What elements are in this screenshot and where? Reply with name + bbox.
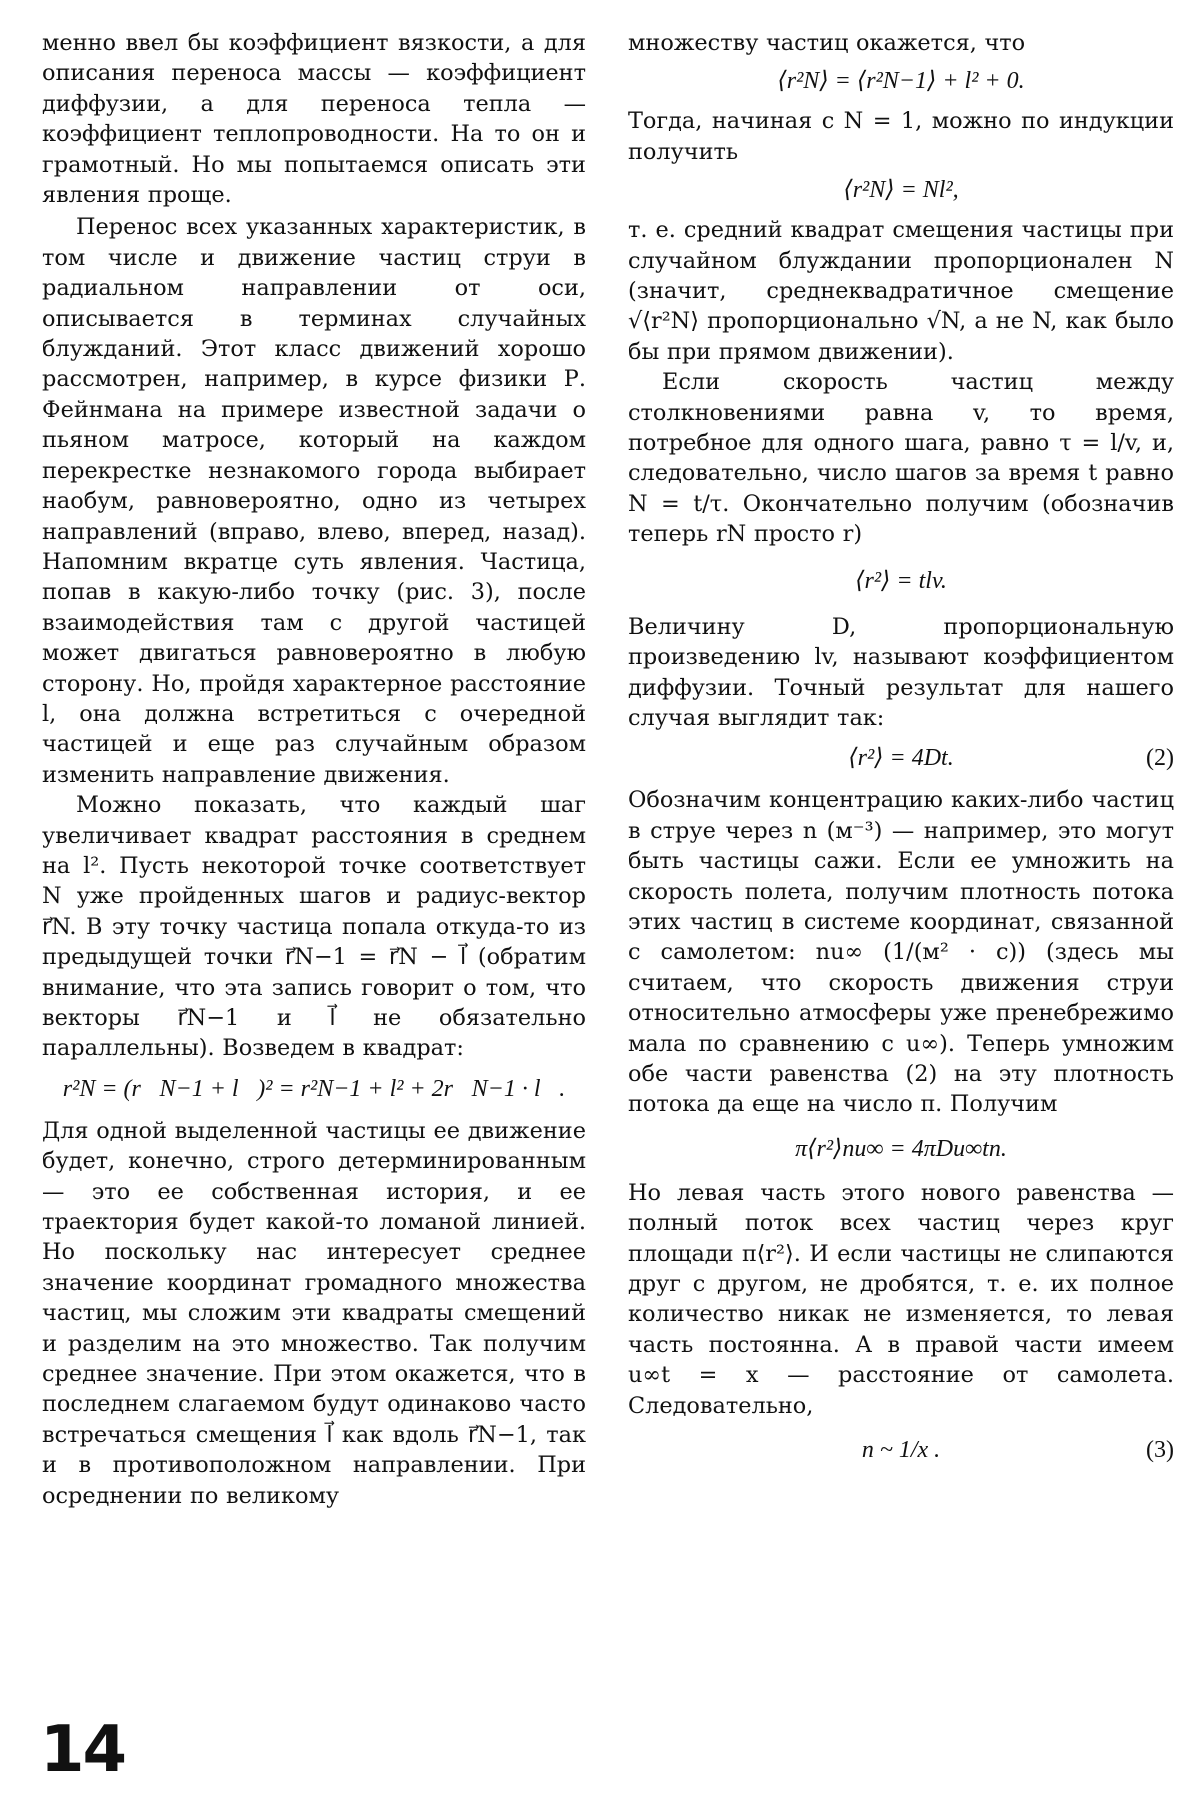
paragraph: Но левая часть этого нового равенства — полный поток всех частиц через круг площади π⟨r²⟩. И если частицы не слипаются друг с другом, не дробятся, т. е. их полное количество никак не изменяется, то левая часть постоянна. А в правой части имеем u∞t = x — расстояние от самолета. Следовательно, <box>628 1179 1174 1419</box>
equation-mean-square-n: ⟨r²N⟩ = Nl², <box>843 177 959 204</box>
paragraph: т. е. средний квадрат смещения частицы при случайном блуждании пропорционален N (значит, среднеквадратичное смещение √⟨r²N⟩ пропорционально √N, а не N, как было бы при прямом движении). <box>628 217 1174 365</box>
paragraph: Для одной выделенной частицы ее движение будет, конечно, строго детерминированным — это ее собственная история, и ее траектория будет какой-то ломаной линией. Но поскольку нас интересует среднее значение координат громадного множества частиц, мы сложим эти квадраты смещений и разделим на это множество. Так получим среднее значение. При этом окажется, что в последнем слагаемом будут одинаково часто встречаться смещения l⃗ как вдоль r⃗N−1, так и в противоположном направлении. При осреднении по великому <box>42 1117 586 1509</box>
paragraph: Величину D, пропорциональную произведению lv, называют коэффициентом диффузии. Точный результат для нашего случая выглядит так: <box>628 613 1174 731</box>
paragraph: менно ввел бы коэффициент вязкости, а для описания переноса массы — коэффициент диффузии, а для переноса тепла — коэффициент теплопроводности. На то он и грамотный. Но мы попытаемся описать эти явления проще. <box>42 30 586 209</box>
paragraph: Перенос всех указанных характеристик, в том числе и движение частиц струи в радиальном направлении от оси, описывается в терминах случайных блужданий. Этот класс движений хорошо рассмотрен, например, в курсе физики Р. Фейнмана на примере известной задачи о пьяном матросе, который на каждом перекрестке незнакомого города выбирает наобум, равновероятно, одно из четырех направлений (вправо, влево, вперед, назад). Напомним вкратце суть явления. Частица, попав в какую-либо точку (рис. 3), после взаимодействия там с другой частицей может двигаться равновероятно в любую сторону. Но, пройдя характерное расстояние l, она должна встретиться с очередной частицей и еще раз случайным образом изменить направление движения. <box>42 214 586 788</box>
paragraph: Обозначим концентрацию каких-либо частиц в струе через n (м⁻³) — например, это могут быть частицы сажи. Если ее умножить на скорость полета, получим плотность потока этих частиц в системе координат, связанной с самолетом: nu∞ (1/(м² · с)) (здесь мы считаем, что скорость движения струи относительно атмосферы уже пренебрежимо мала по сравнению с u∞). Теперь умножим обе части равенства (2) на эту плотность потока да еще на число π. Получим <box>628 787 1174 1118</box>
paragraph: Можно показать, что каждый шаг увеличивает квадрат расстояния в среднем на l². Пусть некоторой точке соответствует N уже пройденных шагов и радиус-вектор r⃗N. В эту точку частица попала откуда-то из предыдущей точки r⃗N−1 = r⃗N − l⃗ (обратим внимание, что эта запись говорит о том, что векторы r⃗N−1 и l⃗ не обязательно параллельны). Возведем в квадрат: <box>42 792 586 1062</box>
equation-3 <box>628 1435 1174 1465</box>
equation-vector-square: r²N = (r⃗N−1 + l⃗)² = r²N−1 + l² + 2r⃗N−1 · l⃗. <box>62 1075 566 1102</box>
page-number: 14 <box>40 1713 126 1787</box>
equation-mean-square-recursion: ⟨r²N⟩ = ⟨r²N−1⟩ + l² + 0. <box>777 68 1025 95</box>
right-column <box>628 28 1174 1465</box>
equation-2 <box>628 743 1174 773</box>
equation-2-body: ⟨r²⟩ = 4Dt. <box>848 745 954 772</box>
left-column <box>42 28 586 1511</box>
paragraph: множеству частиц окажется, что <box>628 30 1026 56</box>
equation-number: (2) <box>1146 745 1174 772</box>
equation-3-body: n ~ 1/x . <box>861 1437 941 1464</box>
equation-flux: π⟨r²⟩nu∞ = 4πDu∞tn. <box>795 1135 1007 1162</box>
equation-tlv: ⟨r²⟩ = tlv. <box>855 567 947 594</box>
equation-number: (3) <box>1146 1437 1174 1464</box>
paragraph: Если скорость частиц между столкновениями равна v, то время, потребное для одного шага, равно τ = l/v, и, следовательно, число шагов за время t равно N = t/τ. Окончательно получим (обозначив теперь rN просто r) <box>628 369 1174 548</box>
paragraph: Тогда, начиная с N = 1, можно по индукции получить <box>628 108 1174 165</box>
